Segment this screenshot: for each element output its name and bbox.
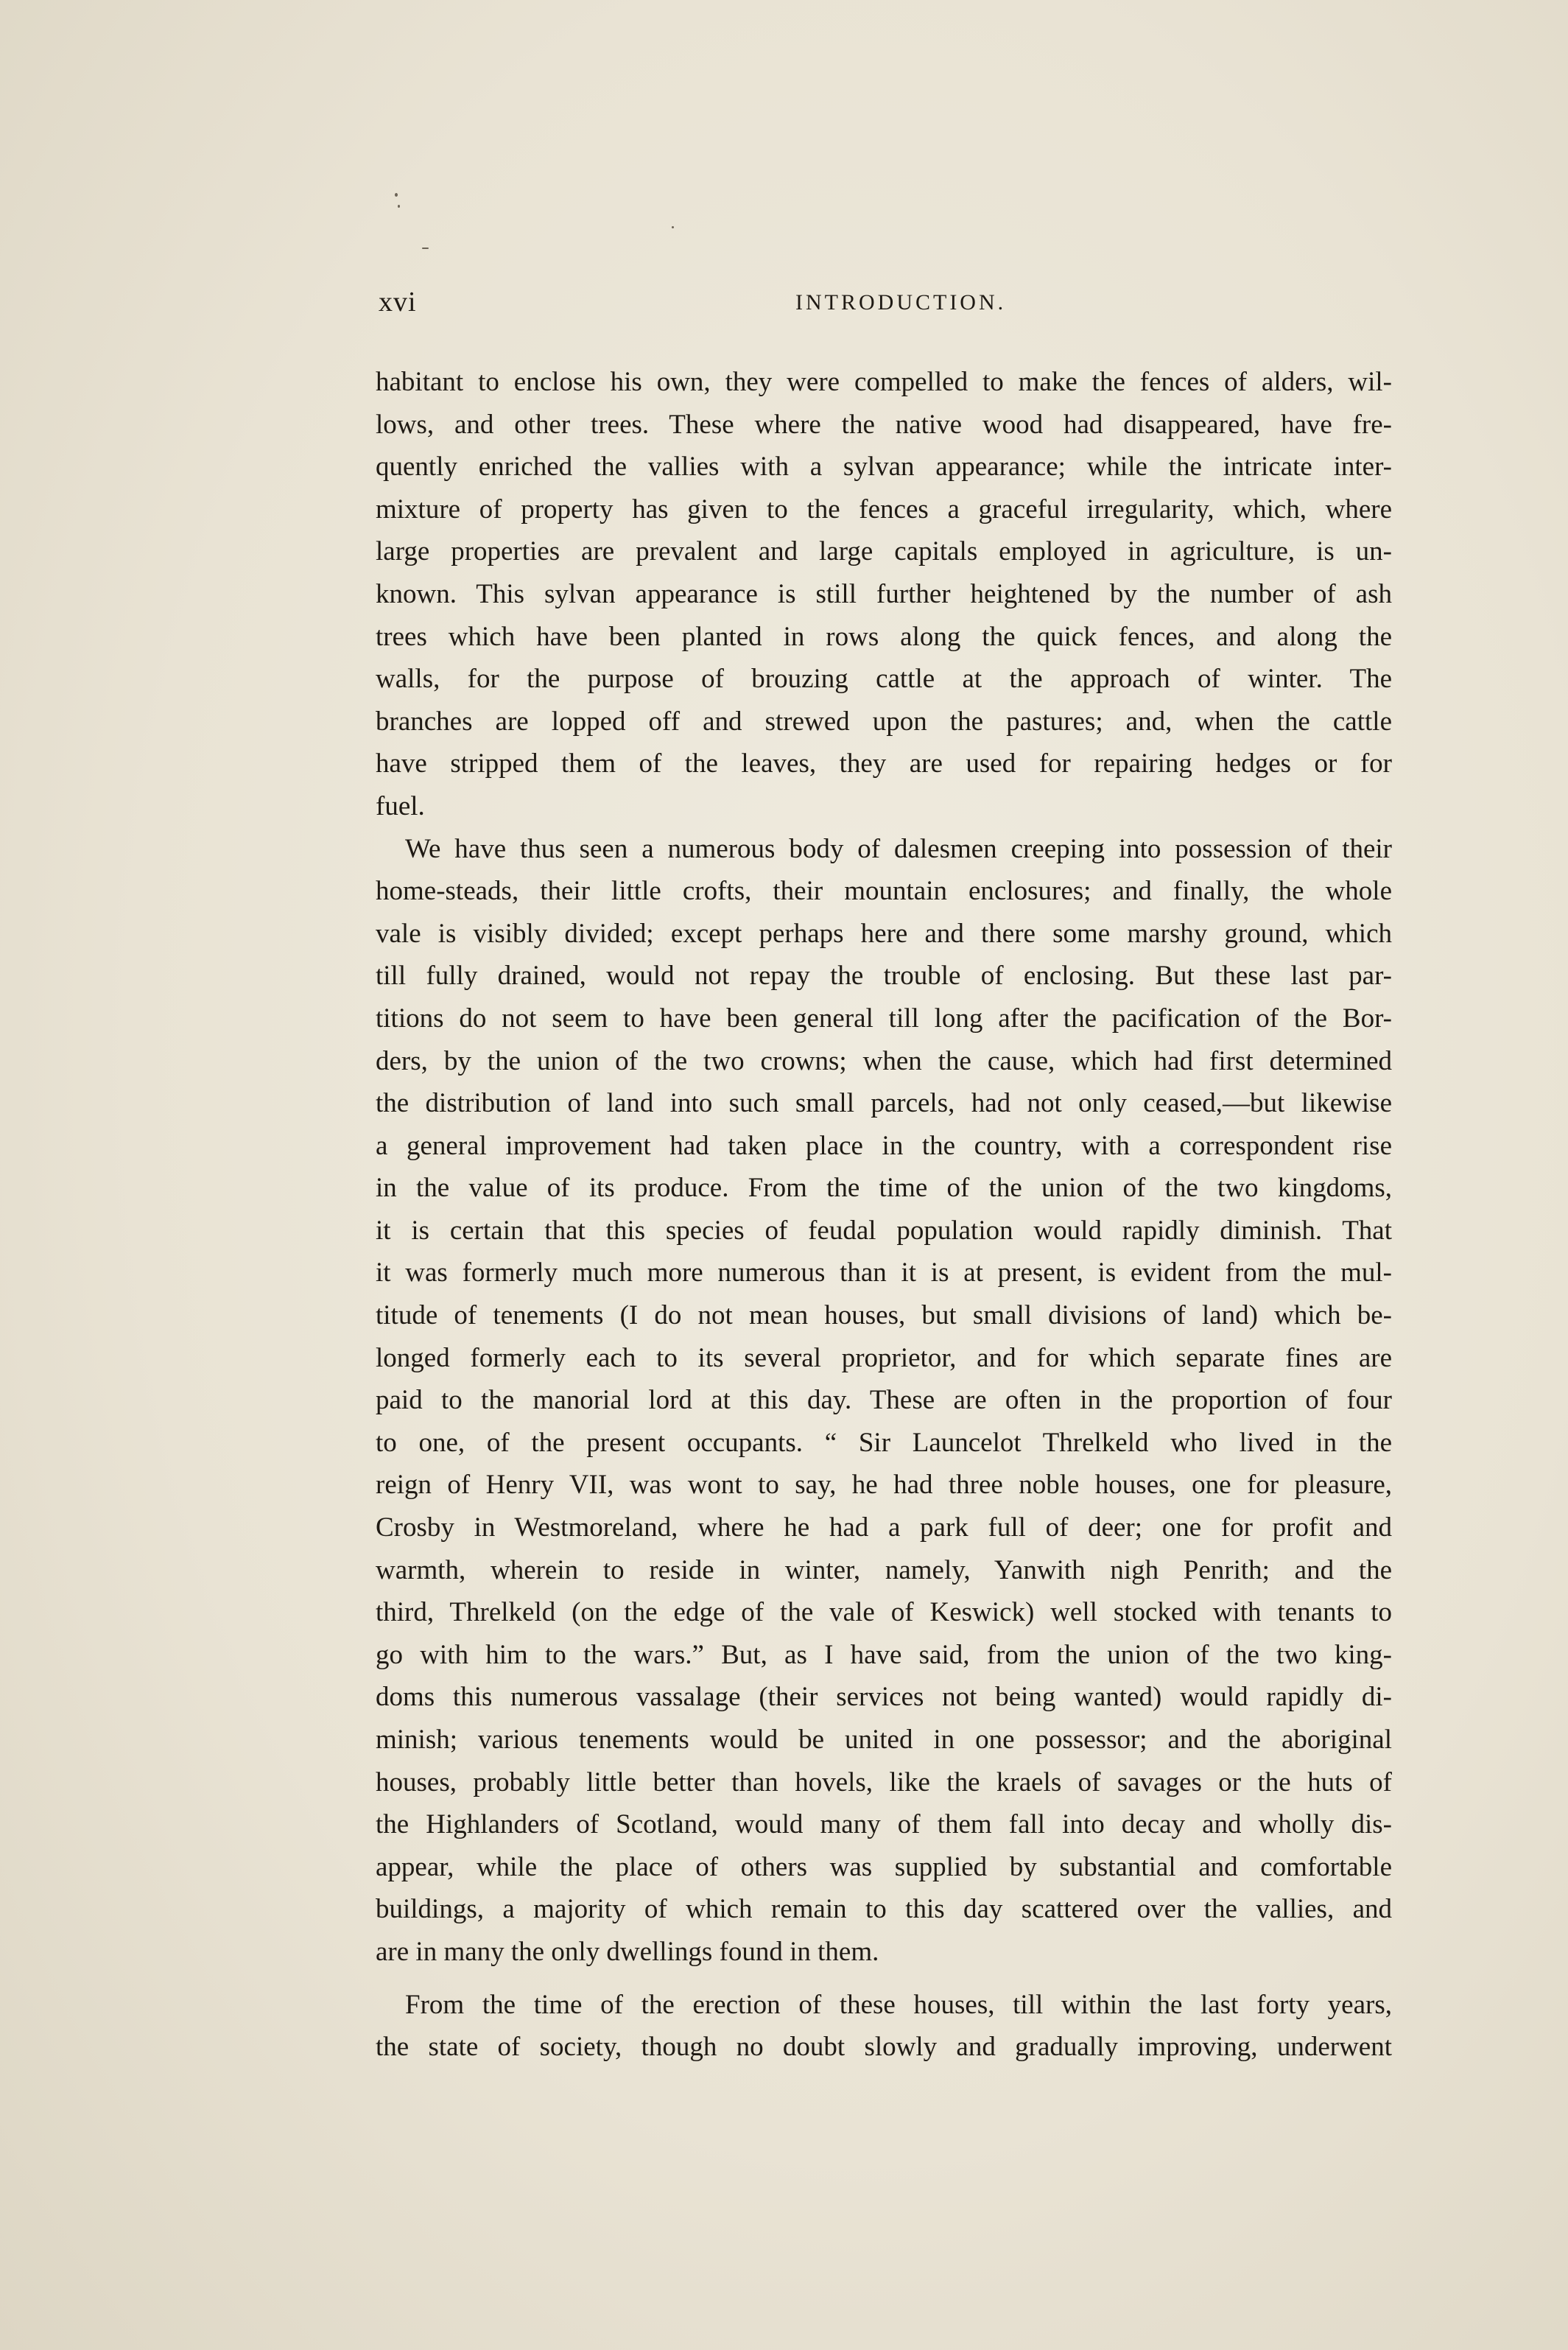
text-line: a general improvement had taken place in the country, with a correspondent rise xyxy=(376,1130,1392,1161)
body-text xyxy=(376,361,1392,2069)
text-line: in the value of its produce. From the time of the union of the two kingdoms, xyxy=(376,1173,1392,1204)
text-line: From the time of the erection of these houses, till within the last forty years, xyxy=(405,1989,1392,2020)
text-line: buildings, a majority of which remain to this day scattered over the vallies, and xyxy=(376,1894,1392,1925)
text-line: doms this numerous vassalage (their services not being wanted) would rapidly di- xyxy=(376,1682,1392,1713)
text-line: it was formerly much more numerous than it is at present, is evident from the mul- xyxy=(376,1258,1392,1288)
text-line: habitant to enclose his own, they were compelled to make the fences of alders, wil- xyxy=(376,367,1392,397)
text-line: appear, while the place of others was supplied by substantial and comfortable xyxy=(376,1851,1392,1882)
text-line: home-steads, their little crofts, their mountain enclosures; and finally, the whole xyxy=(376,876,1392,907)
text-line: houses, probably little better than hovels, like the kraels of savages or the huts of xyxy=(376,1767,1392,1797)
text-line: quently enriched the vallies with a sylvan appearance; while the intricate inter- xyxy=(376,452,1392,483)
text-line: titions do not seem to have been general till long after the pacification of the Bor- xyxy=(376,1003,1392,1034)
text-line: vale is visibly divided; except perhaps here and there some marshy ground, which xyxy=(376,918,1392,949)
text-line: minish; various tenements would be united in one possessor; and the aboriginal xyxy=(376,1725,1392,1755)
ink-speck xyxy=(398,205,400,208)
paragraph xyxy=(376,361,1392,828)
ink-speck xyxy=(395,193,398,197)
text-line: branches are lopped off and strewed upon the pastures; and, when the cattle xyxy=(376,706,1392,737)
text-line: large properties are prevalent and large capitals employed in agriculture, is un- xyxy=(376,536,1392,567)
text-line: We have thus seen a numerous body of dalesmen creeping into possession of their xyxy=(405,833,1392,864)
text-line: third, Threlkeld (on the edge of the vale of Keswick) well stocked with tenants to xyxy=(376,1597,1392,1628)
text-line: to one, of the present occupants. “ Sir Launcelot Threlkeld who lived in the xyxy=(376,1427,1392,1458)
text-line: go with him to the wars.” But, as I have said, from the union of the two king- xyxy=(376,1639,1392,1670)
text-line: known. This sylvan appearance is still further heightened by the number of ash xyxy=(376,578,1392,609)
text-line: longed formerly each to its several proprietor, and for which separate fines are xyxy=(376,1342,1392,1373)
text-line: reign of Henry VII, was wont to say, he had three noble houses, one for pleasure, xyxy=(376,1470,1392,1501)
page-header xyxy=(379,286,1400,323)
text-line: titude of tenements (I do not mean houses, but small divisions of land) which be- xyxy=(376,1300,1392,1331)
text-line: fuel. xyxy=(376,790,425,821)
text-line: the Highlanders of Scotland, would many of them fall into decay and wholly dis- xyxy=(376,1809,1392,1840)
text-line: walls, for the purpose of brouzing cattle at the approach of winter. The xyxy=(376,664,1392,695)
paragraph-gap xyxy=(376,1974,1392,1984)
text-line: are in many the only dwellings found in them. xyxy=(376,1936,879,1967)
text-line: it is certain that this species of feudal population would rapidly diminish. That xyxy=(376,1215,1392,1246)
text-line: warmth, wherein to reside in winter, namely, Yanwith nigh Penrith; and the xyxy=(376,1554,1392,1585)
text-line: mixture of property has given to the fences a graceful irregularity, which, where xyxy=(376,494,1392,525)
text-line: trees which have been planted in rows along the quick fences, and along the xyxy=(376,621,1392,652)
text-line: till fully drained, would not repay the trouble of enclosing. But these last par- xyxy=(376,961,1392,992)
text-line: paid to the manorial lord at this day. These are often in the proportion of four xyxy=(376,1385,1392,1416)
page-number: xvi xyxy=(379,287,417,318)
text-line: the distribution of land into such small parcels, had not only ceased,—but likewise xyxy=(376,1088,1392,1119)
text-line: Crosby in Westmoreland, where he had a park full of deer; one for profit and xyxy=(376,1512,1392,1543)
paragraph xyxy=(376,828,1392,1974)
paragraph xyxy=(376,1984,1392,2069)
text-line: lows, and other trees. These where the native wood had disappeared, have fre- xyxy=(376,409,1392,440)
text-line: the state of society, though no doubt slowly and gradually improving, underwent xyxy=(376,2032,1392,2063)
text-line: ders, by the union of the two crowns; when the cause, which had first determined xyxy=(376,1045,1392,1076)
running-title: INTRODUCTION. xyxy=(795,290,1007,315)
ink-speck xyxy=(422,248,429,249)
ink-speck xyxy=(672,226,674,228)
text-line: have stripped them of the leaves, they are used for repairing hedges or for xyxy=(376,748,1392,779)
